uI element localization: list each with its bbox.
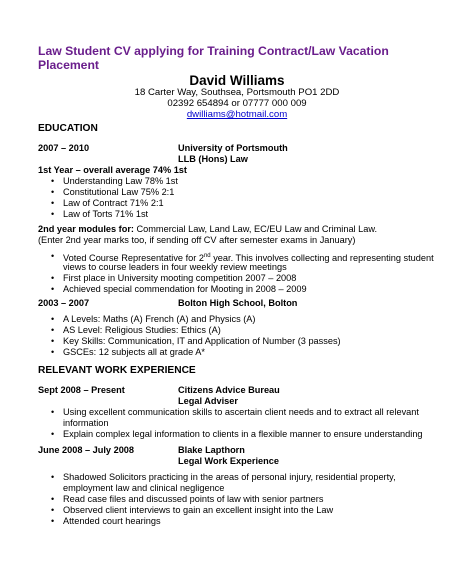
bullet-icon: • bbox=[51, 429, 55, 439]
job1-organisation: Citizens Advice Bureau bbox=[178, 385, 280, 395]
university-dates: 2007 – 2010 bbox=[38, 143, 90, 153]
rep-text: Voted Course Representative for 2 bbox=[63, 253, 204, 264]
year2-modules-list: Commercial Law, Land Law, EC/EU Law and Criminal Law. bbox=[133, 224, 378, 234]
bullet-icon: • bbox=[51, 176, 55, 186]
list-item: AS Level: Religious Studies: Ethics (A) bbox=[63, 325, 221, 335]
year2-note: (Enter 2nd year marks too, if sending off CV after semester exams in January) bbox=[38, 235, 356, 245]
candidate-address: 18 Carter Way, Southsea, Portsmouth PO1 2DD bbox=[134, 87, 340, 98]
bullet-icon: • bbox=[51, 284, 55, 294]
candidate-name: David Williams bbox=[189, 73, 285, 88]
bullet-icon: • bbox=[51, 198, 55, 208]
bullet-icon: • bbox=[51, 314, 55, 324]
rep-text-rest: year. This involves collecting and representing student bbox=[210, 253, 434, 264]
list-item-continued: views to course leaders in four weekly review meetings bbox=[63, 262, 287, 272]
job2-organisation: Blake Lapthorn bbox=[178, 445, 245, 455]
bullet-icon: • bbox=[51, 494, 55, 504]
list-item: Read case files and discussed points of law with senior partners bbox=[63, 494, 324, 504]
bullet-icon: • bbox=[51, 505, 55, 515]
cv-title bbox=[38, 44, 438, 72]
list-item: GSCEs: 12 subjects all at grade A* bbox=[63, 347, 205, 357]
bullet-icon: • bbox=[51, 325, 55, 335]
education-heading: EDUCATION bbox=[38, 123, 98, 134]
job1-role: Legal Adviser bbox=[178, 396, 238, 406]
work-heading: RELEVANT WORK EXPERIENCE bbox=[38, 365, 196, 376]
list-item: Explain complex legal information to clients in a flexible manner to ensure understanding bbox=[63, 429, 423, 439]
candidate-phone: 02392 654894 or 07777 000 009 bbox=[167, 98, 307, 109]
list-item: Observed client interviews to gain an excellent insight into the Law bbox=[63, 505, 334, 515]
list-item: Constitutional Law 75% 2:1 bbox=[63, 187, 175, 197]
rep-sup: nd bbox=[203, 253, 211, 259]
list-item-continued: information bbox=[63, 418, 109, 428]
list-item: Law of Contract 71% 2:1 bbox=[63, 198, 164, 208]
bullet-icon: • bbox=[51, 273, 55, 283]
job2-role: Legal Work Experience bbox=[178, 456, 279, 466]
candidate-email[interactable]: dwilliams@hotmail.com bbox=[186, 109, 288, 120]
list-item: Understanding Law 78% 1st bbox=[63, 176, 178, 186]
year2-modules bbox=[38, 224, 377, 235]
year1-heading: 1st Year – overall average 74% 1st bbox=[38, 165, 187, 175]
bullet-icon: • bbox=[51, 336, 55, 346]
bullet-icon: • bbox=[51, 347, 55, 357]
list-item: First place in University mooting competition 2007 – 2008 bbox=[63, 273, 297, 283]
list-item: Shadowed Solicitors practicing in the areas of personal injury, residential property, bbox=[63, 472, 396, 482]
job1-dates: Sept 2008 – Present bbox=[38, 385, 125, 395]
list-item: Achieved special commendation for Mooting in 2008 – 2009 bbox=[63, 284, 307, 294]
university-name: University of Portsmouth bbox=[178, 143, 288, 153]
list-item: Law of Torts 71% 1st bbox=[63, 209, 149, 219]
list-item: Using excellent communication skills to ascertain client needs and to extract all relevant bbox=[63, 407, 419, 417]
bullet-icon: • bbox=[51, 472, 55, 482]
list-item: Key Skills: Communication, IT and Application of Number (3 passes) bbox=[63, 336, 341, 346]
school-name: Bolton High School, Bolton bbox=[178, 298, 298, 308]
list-item-continued: employment law and clinical negligence bbox=[63, 483, 225, 493]
job2-dates: June 2008 – July 2008 bbox=[38, 445, 135, 455]
bullet-icon: • bbox=[51, 187, 55, 197]
bullet-icon: • bbox=[51, 407, 55, 417]
list-item: A Levels: Maths (A) French (A) and Physics (A) bbox=[63, 314, 256, 324]
cv-title-line-2: Placement bbox=[38, 58, 99, 72]
bullet-icon: • bbox=[51, 209, 55, 219]
school-dates: 2003 – 2007 bbox=[38, 298, 90, 308]
year2-modules-label: 2nd year modules for: bbox=[38, 224, 134, 234]
list-item: Attended court hearings bbox=[63, 516, 161, 526]
bullet-icon: • bbox=[51, 251, 55, 261]
university-degree: LLB (Hons) Law bbox=[178, 154, 248, 164]
cv-title-line-1: Law Student CV applying for Training Contract/Law Vacation bbox=[38, 44, 389, 58]
bullet-icon: • bbox=[51, 516, 55, 526]
